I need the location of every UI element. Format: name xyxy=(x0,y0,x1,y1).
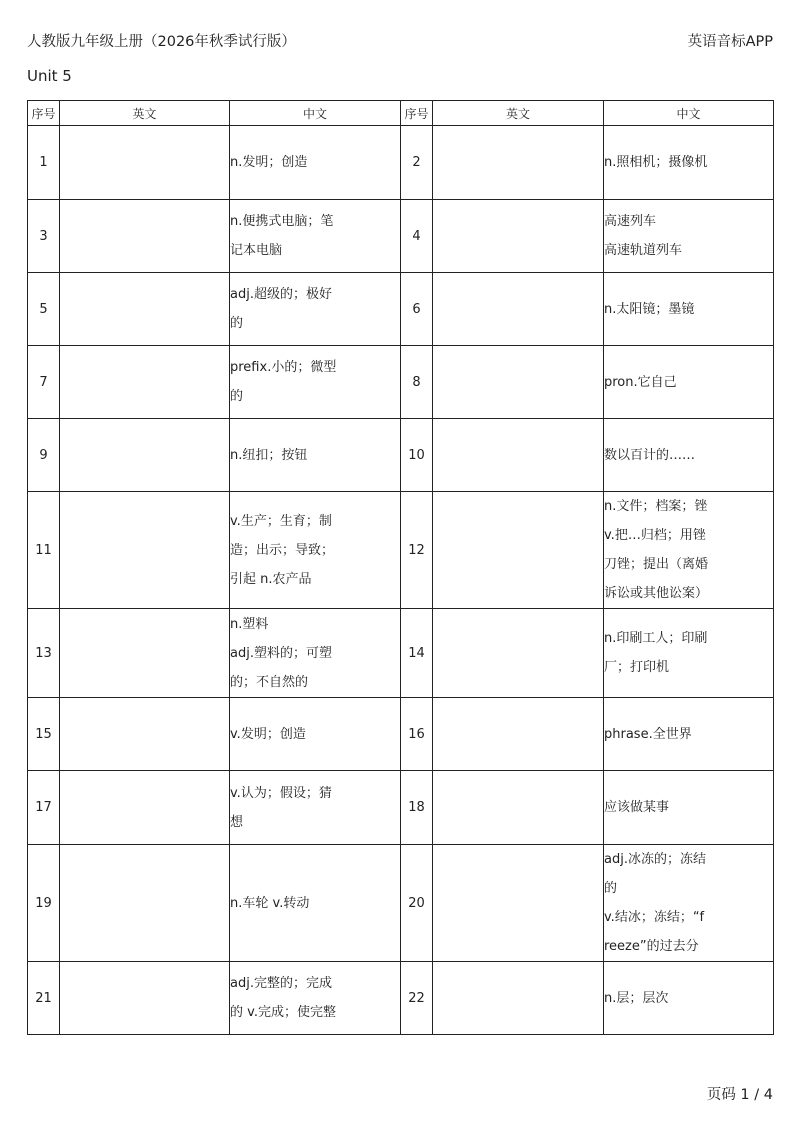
document-header-title: 人教版九年级上册（2026年秋季试行版） xyxy=(27,34,296,50)
english-answer-cell[interactable] xyxy=(433,126,604,200)
chinese-meaning-line: 高速轨道列车 xyxy=(604,243,683,258)
english-answer-cell[interactable] xyxy=(433,771,604,845)
entry-number: 1 xyxy=(28,126,60,200)
chinese-meaning-line: n.层；层次 xyxy=(604,990,669,1006)
english-answer-cell[interactable] xyxy=(433,492,604,609)
chinese-meaning-cell xyxy=(230,609,401,698)
chinese-meaning-cell xyxy=(230,845,401,962)
english-answer-cell[interactable] xyxy=(60,200,230,273)
chinese-meaning-line: v.把…归档；用锉 xyxy=(604,528,706,543)
table-row xyxy=(28,771,774,845)
chinese-meaning-line: adj.塑料的；可塑 xyxy=(230,645,332,661)
entry-number: 20 xyxy=(401,845,433,962)
chinese-meaning-line: v.结冰；冻结；“f xyxy=(604,910,705,925)
chinese-meaning-line: n.太阳镜；墨镜 xyxy=(604,301,695,317)
entry-number: 9 xyxy=(28,419,60,492)
chinese-meaning-cell xyxy=(230,419,401,492)
chinese-meaning-line: n.车轮 v.转动 xyxy=(230,895,310,911)
chinese-meaning-line: n.文件；档案；锉 xyxy=(604,499,708,514)
chinese-meaning-line: 引起 n.农产品 xyxy=(230,571,312,587)
english-answer-cell[interactable] xyxy=(433,419,604,492)
chinese-meaning-line: 厂；打印机 xyxy=(604,660,670,675)
entry-number: 2 xyxy=(401,126,433,200)
english-answer-cell[interactable] xyxy=(60,609,230,698)
entry-number: 10 xyxy=(401,419,433,492)
chinese-meaning-cell xyxy=(230,200,401,273)
table-row xyxy=(28,962,774,1035)
app-name: 英语音标APP xyxy=(687,34,773,50)
english-answer-cell[interactable] xyxy=(60,771,230,845)
chinese-meaning-line: n.纽扣；按钮 xyxy=(230,447,308,463)
chinese-meaning-cell xyxy=(604,962,774,1035)
chinese-meaning-line: 刀锉；提出（离婚 xyxy=(604,557,709,572)
chinese-meaning-cell xyxy=(230,962,401,1035)
entry-number: 5 xyxy=(28,273,60,346)
unit-title: Unit 5 xyxy=(27,67,72,85)
chinese-meaning-line: v.生产；生育；制 xyxy=(230,513,332,529)
chinese-meaning-cell xyxy=(230,698,401,771)
chinese-meaning-cell xyxy=(230,346,401,419)
header-chinese-left: 中文 xyxy=(230,101,401,126)
english-answer-cell[interactable] xyxy=(433,962,604,1035)
chinese-meaning-line: n.塑料 xyxy=(230,616,269,632)
entry-number: 21 xyxy=(28,962,60,1035)
header-chinese-right: 中文 xyxy=(604,101,774,126)
chinese-meaning-cell xyxy=(604,346,774,419)
chinese-meaning-cell xyxy=(604,845,774,962)
english-answer-cell[interactable] xyxy=(433,346,604,419)
table-row xyxy=(28,126,774,200)
chinese-meaning-cell xyxy=(604,698,774,771)
entry-number: 16 xyxy=(401,698,433,771)
chinese-meaning-line: 的 v.完成；使完整 xyxy=(230,1005,336,1020)
entry-number: 6 xyxy=(401,273,433,346)
chinese-meaning-cell xyxy=(604,126,774,200)
page-number: 页码 1 / 4 xyxy=(706,1087,773,1103)
english-answer-cell[interactable] xyxy=(433,273,604,346)
entry-number: 7 xyxy=(28,346,60,419)
english-answer-cell[interactable] xyxy=(60,273,230,346)
chinese-meaning-cell xyxy=(604,771,774,845)
english-answer-cell[interactable] xyxy=(60,346,230,419)
chinese-meaning-line: pron.它自己 xyxy=(604,374,677,390)
entry-number: 4 xyxy=(401,200,433,273)
chinese-meaning-line: n.印刷工人；印刷 xyxy=(604,631,708,646)
entry-number: 11 xyxy=(28,492,60,609)
english-answer-cell[interactable] xyxy=(433,845,604,962)
chinese-meaning-line: 的 xyxy=(604,881,618,896)
table-row xyxy=(28,346,774,419)
english-answer-cell[interactable] xyxy=(60,845,230,962)
table-row xyxy=(28,609,774,698)
vocabulary-table xyxy=(27,100,774,1035)
chinese-meaning-line: 诉讼或其他讼案） xyxy=(604,586,709,601)
chinese-meaning-cell xyxy=(604,609,774,698)
english-answer-cell[interactable] xyxy=(60,419,230,492)
table-row xyxy=(28,419,774,492)
chinese-meaning-line: 的；不自然的 xyxy=(230,674,309,690)
chinese-meaning-line: adj.完整的；完成 xyxy=(230,976,332,991)
chinese-meaning-cell xyxy=(604,419,774,492)
header-number-right: 序号 xyxy=(401,101,433,126)
entry-number: 8 xyxy=(401,346,433,419)
table-row xyxy=(28,200,774,273)
chinese-meaning-cell xyxy=(230,492,401,609)
chinese-meaning-line: 记本电脑 xyxy=(230,243,283,258)
table-row xyxy=(28,845,774,962)
entry-number: 15 xyxy=(28,698,60,771)
chinese-meaning-line: phrase.全世界 xyxy=(604,726,692,742)
chinese-meaning-cell xyxy=(230,771,401,845)
english-answer-cell[interactable] xyxy=(60,698,230,771)
table-header-row xyxy=(28,101,774,126)
chinese-meaning-line: n.发明；创造 xyxy=(230,155,308,170)
chinese-meaning-line: prefix.小的；微型 xyxy=(230,360,337,375)
chinese-meaning-line: 数以百计的…… xyxy=(604,447,696,463)
english-answer-cell[interactable] xyxy=(433,698,604,771)
english-answer-cell[interactable] xyxy=(433,200,604,273)
table-row xyxy=(28,492,774,609)
chinese-meaning-cell xyxy=(604,492,774,609)
chinese-meaning-line: n.便携式电脑；笔 xyxy=(230,214,334,229)
chinese-meaning-line: adj.冰冻的；冻结 xyxy=(604,852,706,867)
entry-number: 19 xyxy=(28,845,60,962)
entry-number: 22 xyxy=(401,962,433,1035)
entry-number: 14 xyxy=(401,609,433,698)
table-row xyxy=(28,698,774,771)
chinese-meaning-line: v.发明；创造 xyxy=(230,726,306,742)
chinese-meaning-cell xyxy=(230,126,401,200)
chinese-meaning-line: 应该做某事 xyxy=(604,800,670,815)
header-english-right: 英文 xyxy=(433,101,604,126)
entry-number: 18 xyxy=(401,771,433,845)
chinese-meaning-line: 造；出示；导致； xyxy=(230,542,335,558)
chinese-meaning-line: n.照相机；摄像机 xyxy=(604,155,708,170)
table-row xyxy=(28,273,774,346)
entry-number: 3 xyxy=(28,200,60,273)
english-answer-cell[interactable] xyxy=(433,609,604,698)
english-answer-cell[interactable] xyxy=(60,126,230,200)
chinese-meaning-line: adj.超级的；极好 xyxy=(230,287,332,302)
chinese-meaning-line: reeze”的过去分 xyxy=(604,939,699,954)
chinese-meaning-line: 的 xyxy=(230,316,244,331)
entry-number: 13 xyxy=(28,609,60,698)
chinese-meaning-line: 想 xyxy=(230,814,244,830)
header-number-left: 序号 xyxy=(28,101,60,126)
entry-number: 17 xyxy=(28,771,60,845)
chinese-meaning-line: v.认为；假设；猜 xyxy=(230,785,332,801)
chinese-meaning-line: 的 xyxy=(230,389,244,404)
chinese-meaning-cell xyxy=(230,273,401,346)
english-answer-cell[interactable] xyxy=(60,962,230,1035)
header-english-left: 英文 xyxy=(60,101,230,126)
chinese-meaning-line: 高速列车 xyxy=(604,214,657,229)
chinese-meaning-cell xyxy=(604,273,774,346)
chinese-meaning-cell xyxy=(604,200,774,273)
english-answer-cell[interactable] xyxy=(60,492,230,609)
entry-number: 12 xyxy=(401,492,433,609)
